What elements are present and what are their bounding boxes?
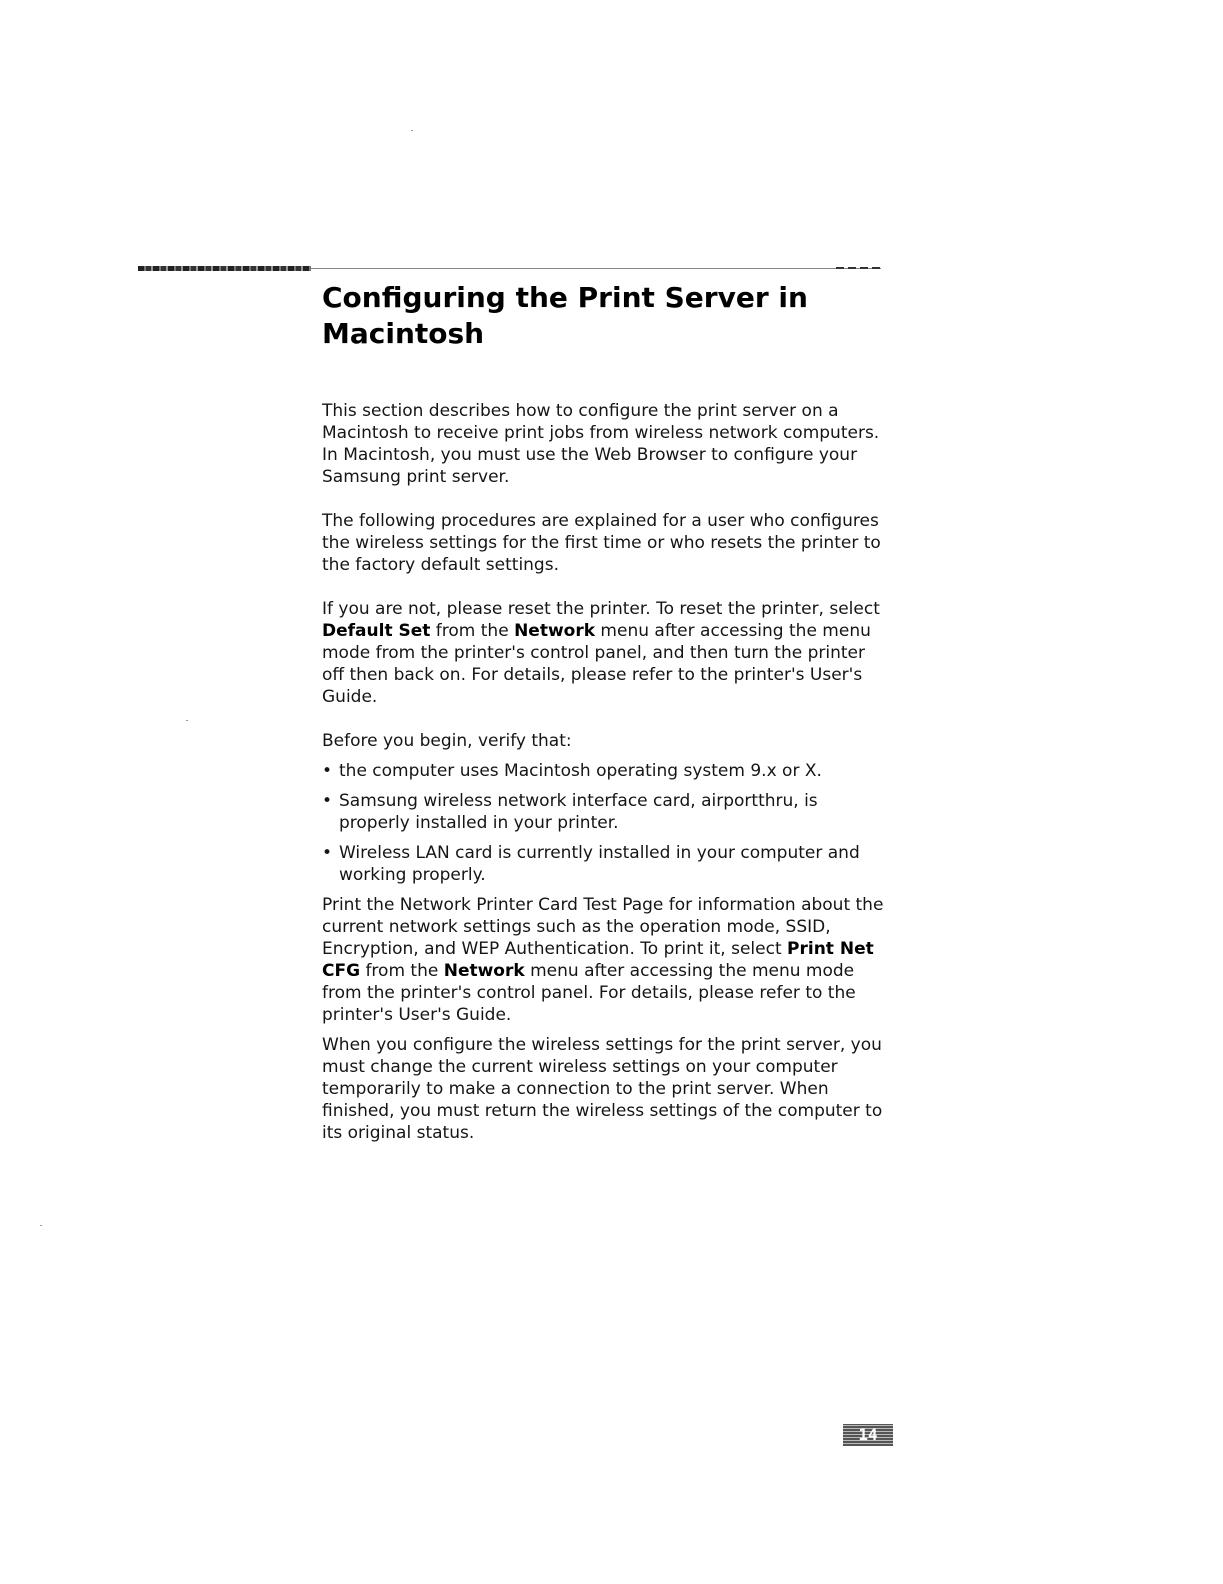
header-rule [311,268,881,269]
page-number: 14 [843,1424,893,1446]
scan-speck [411,130,413,131]
network-menu-label: Network [443,961,525,981]
print-text-3: menu after accessing the menu mode from the printer's control panel. For details, please refer to the printer's User's Guide. [322,961,856,1025]
page-title [322,280,887,352]
reset-text-2: from the [430,621,515,641]
intro-paragraph: This section describes how to configure the print server on a Macintosh to receive print jobs from wireless network computers. In Macintosh, you must use the Web Browser to configure your Samsung print server. [322,401,880,487]
main-content [322,280,887,1166]
before-you-begin: Before you begin, verify that: [322,731,572,751]
header-rule-end [836,267,881,269]
list-item [322,760,887,782]
print-text-1: Print the Network Printer Card Test Page for information about the current network settings such as the operation mode, SSID, Encryption, and WEP Authentication. To print it, select [322,895,884,959]
reset-text-1: If you are not, please reset the printer. To reset the printer, select [322,599,880,619]
scan-speck [186,720,188,721]
prerequisite-list [322,760,887,886]
reset-paragraph [322,598,887,708]
default-set-label: Default Set [322,621,431,641]
scan-speck [40,1225,42,1226]
list-item [322,842,887,886]
page-title-line2: Macintosh [322,317,485,350]
list-item-text: Wireless LAN card is currently installed in your computer and working properly. [339,843,860,885]
bullet-icon: • [322,791,333,811]
wireless-settings-paragraph: When you configure the wireless settings for the print server, you must change the current wireless settings on your computer temporarily to make a connection to the print server. When finished, you must return the wireless settings of the computer to its original status. [322,1035,883,1143]
bullet-icon: • [322,843,333,863]
list-item [322,790,887,834]
page-title-line1: Configuring the Print Server in [322,281,808,314]
header-decorative-bar [138,266,311,271]
network-menu-label: Network [514,621,596,641]
procedures-paragraph: The following procedures are explained for a user who configures the wireless settings for the first time or who resets the printer to the factory default settings. [322,511,881,575]
list-item-text: the computer uses Macintosh operating system 9.x or X. [339,761,822,781]
bullet-icon: • [322,761,333,781]
list-item-text: Samsung wireless network interface card, airportthru, is properly installed in your printer. [339,791,818,833]
print-text-2: from the [360,961,444,981]
print-test-page-paragraph [322,894,887,1026]
reset-text-3: menu after accessing the menu mode from the printer's control panel, and then turn the printer off then back on. For details, please refer to the printer's User's Guide. [322,621,871,707]
print-net-cfg-label: Print Net CFG [322,939,874,981]
